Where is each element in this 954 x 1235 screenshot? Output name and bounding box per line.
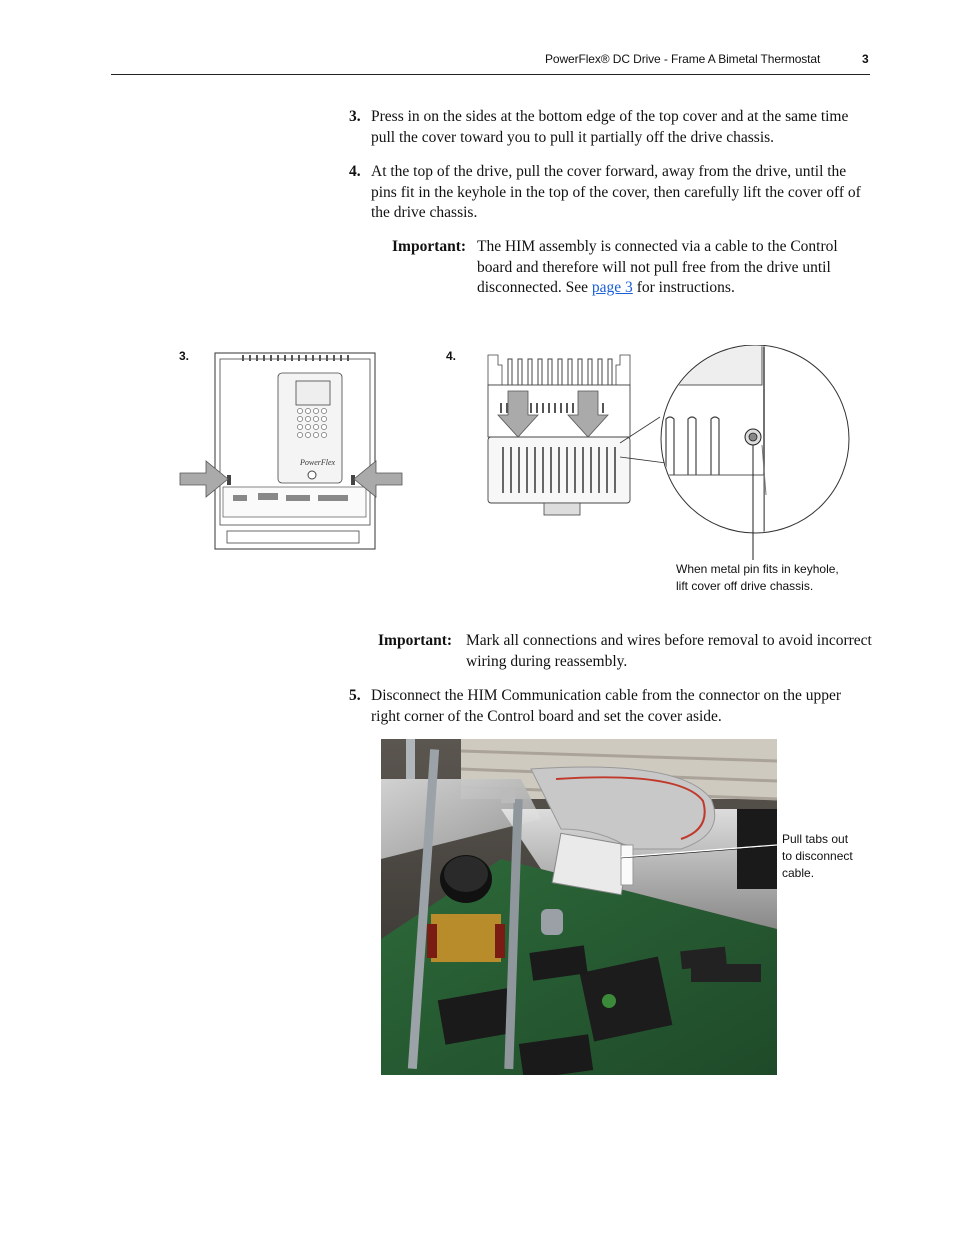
important-text: [477, 237, 872, 299]
step-number: 5.: [349, 687, 361, 704]
page-link[interactable]: page 3: [591, 279, 633, 296]
step-5: [349, 686, 869, 727]
keyhole-caption-line: When metal pin fits in keyhole,: [676, 562, 839, 576]
pull-tabs-caption-line: to disconnect: [782, 849, 853, 863]
figure-label-3: 3.: [179, 349, 190, 363]
step-4: [349, 162, 869, 224]
important-text-before: The HIM assembly is connected via a cable to the Control board and therefore will not pull free from the drive until disconnected. See: [477, 238, 838, 296]
pull-tabs-caption-line: Pull tabs out: [782, 832, 849, 846]
important-text-after: for instructions.: [632, 279, 735, 296]
keyhole-caption-line: lift cover off drive chassis.: [676, 579, 814, 593]
running-header: PowerFlex® DC Drive - Frame A Bimetal Thermostat: [545, 52, 821, 66]
powerflex-logo: PowerFlex: [300, 458, 336, 467]
figure-label-4: 4.: [446, 349, 457, 363]
page-number: 3: [862, 52, 869, 66]
header-rule: [111, 74, 870, 75]
important-note-1: [392, 237, 872, 299]
control-board-photo: [381, 739, 777, 1075]
important-label: Important:: [392, 238, 467, 255]
important-note-2: [378, 631, 872, 672]
step-text: Disconnect the HIM Communication cable from the connector on the upper right corner of the Control board and set the cover aside.: [371, 687, 842, 725]
important-label: Important:: [378, 632, 453, 649]
step-number: 3.: [349, 108, 361, 125]
important-text: Mark all connections and wires before removal to avoid incorrect wiring during reassembly.: [466, 632, 872, 670]
keyhole-caption: [676, 561, 839, 595]
pull-tabs-caption-line: cable.: [782, 866, 815, 880]
drive-top-illustration: [478, 345, 858, 565]
step-3: [349, 107, 869, 148]
step-text: Press in on the sides at the bottom edge of the top cover and at the same time pull the cover toward you to pull it partially off the drive chassis.: [371, 108, 849, 146]
drive-front-illustration: [178, 345, 408, 555]
step-number: 4.: [349, 163, 361, 180]
pull-tabs-caption: [782, 831, 853, 882]
step-text: At the top of the drive, pull the cover forward, away from the drive, until the pins fit in the keyhole in the top of the cover, then carefully lift the cover off of the drive chassis.: [371, 163, 861, 221]
